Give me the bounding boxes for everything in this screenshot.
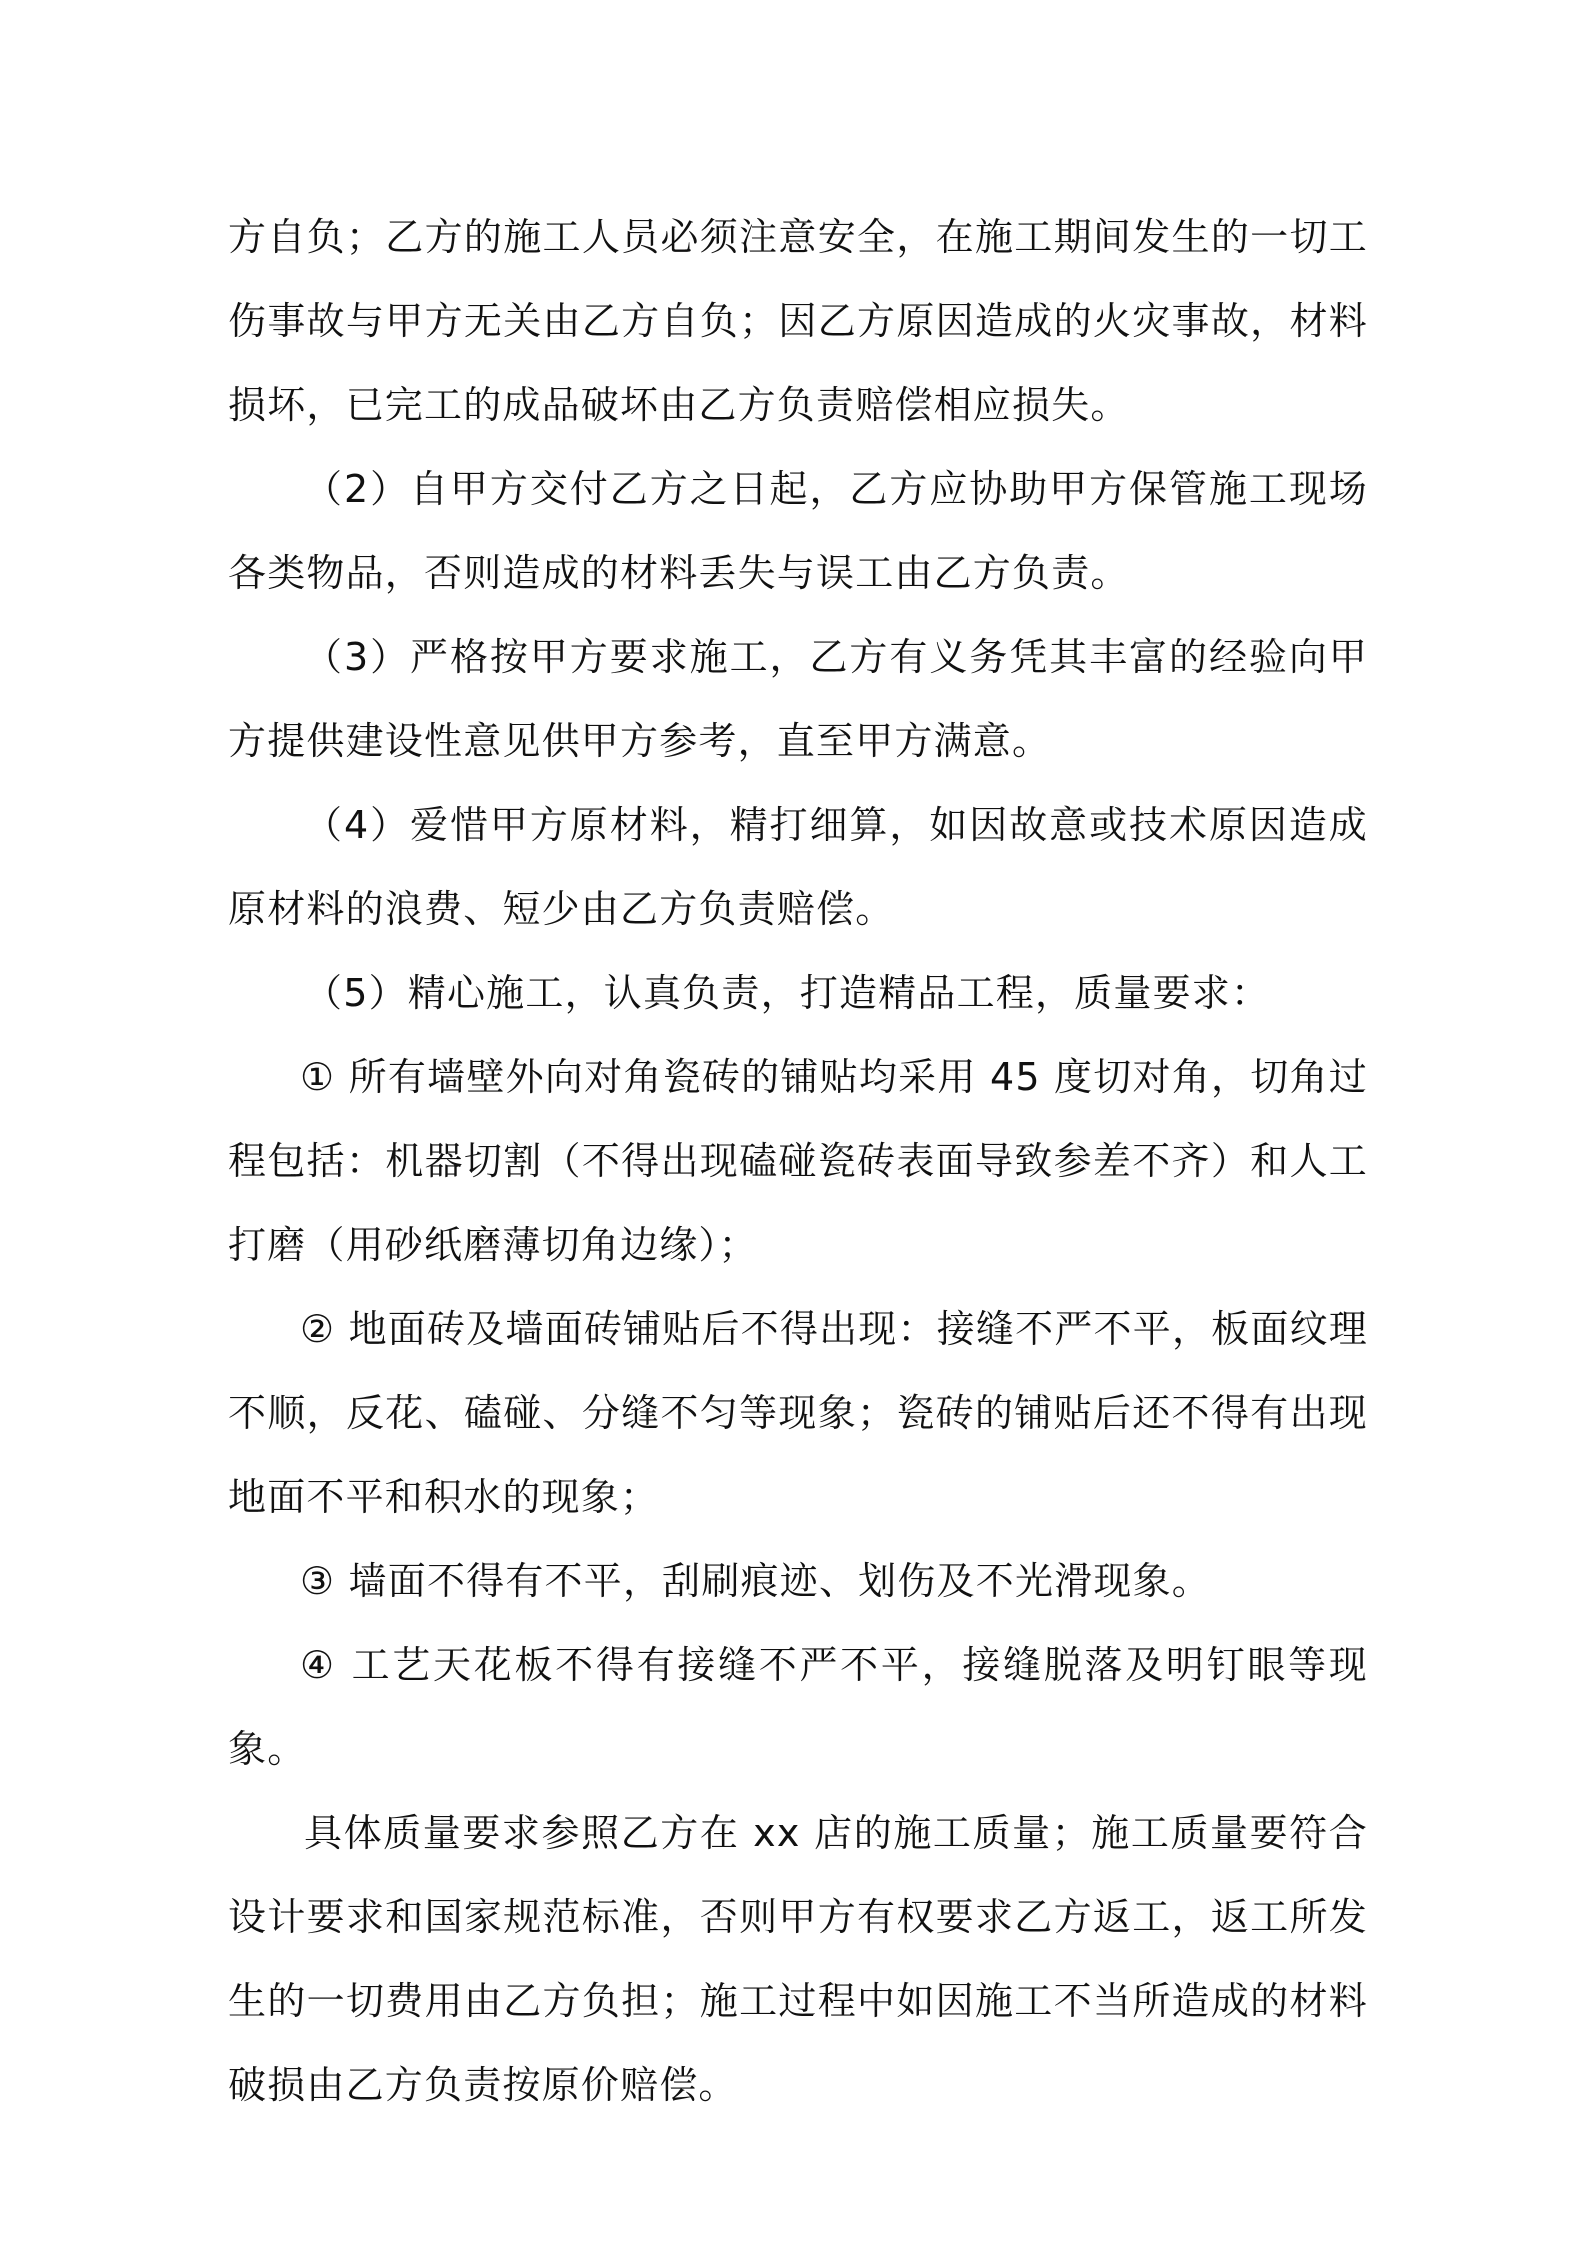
paragraph-clause-5: （5）精心施工，认真负责，打造精品工程，质量要求：: [304, 971, 1271, 1015]
paragraph-clause-3: （3）严格按甲方要求施工，乙方有义务凭其丰富的经验向甲方提供建设性意见供甲方参考，直至甲方满意。: [228, 635, 1368, 763]
paragraph-continuation: 方自负；乙方的施工人员必须注意安全，在施工期间发生的一切工伤事故与甲方无关由乙方自负；因乙方原因造成的火灾事故，材料损坏，已完工的成品破坏由乙方负责赔偿相应损失。: [228, 215, 1368, 427]
document-body: [228, 195, 1368, 2127]
paragraph-clause-2: （2）自甲方交付乙方之日起，乙方应协助甲方保管施工现场各类物品，否则造成的材料丢失与误工由乙方负责。: [228, 467, 1368, 595]
quality-item-3: ③ 墙面不得有不平，刮刷痕迹、划伤及不光滑现象。: [300, 1559, 1211, 1603]
quality-item-2: ② 地面砖及墙面砖铺贴后不得出现：接缝不严不平，板面纹理不顺，反花、磕碰、分缝不匀等现象；瓷砖的铺贴后还不得有出现地面不平和积水的现象；: [228, 1307, 1368, 1519]
paragraph-quality-summary: 具体质量要求参照乙方在 xx 店的施工质量；施工质量要符合设计要求和国家规范标准，否则甲方有权要求乙方返工，返工所发生的一切费用由乙方负担；施工过程中如因施工不当所造成的材料破损由乙方负责按原价赔偿。: [228, 1811, 1368, 2107]
quality-item-4: ④ 工艺天花板不得有接缝不严不平，接缝脱落及明钉眼等现象。: [228, 1643, 1368, 1771]
quality-item-1: ① 所有墙壁外向对角瓷砖的铺贴均采用 45 度切对角，切角过程包括：机器切割（不得出现磕碰瓷砖表面导致参差不齐）和人工打磨（用砂纸磨薄切角边缘）；: [228, 1055, 1368, 1267]
paragraph-clause-4: （4）爱惜甲方原材料，精打细算，如因故意或技术原因造成原材料的浪费、短少由乙方负责赔偿。: [228, 803, 1368, 931]
